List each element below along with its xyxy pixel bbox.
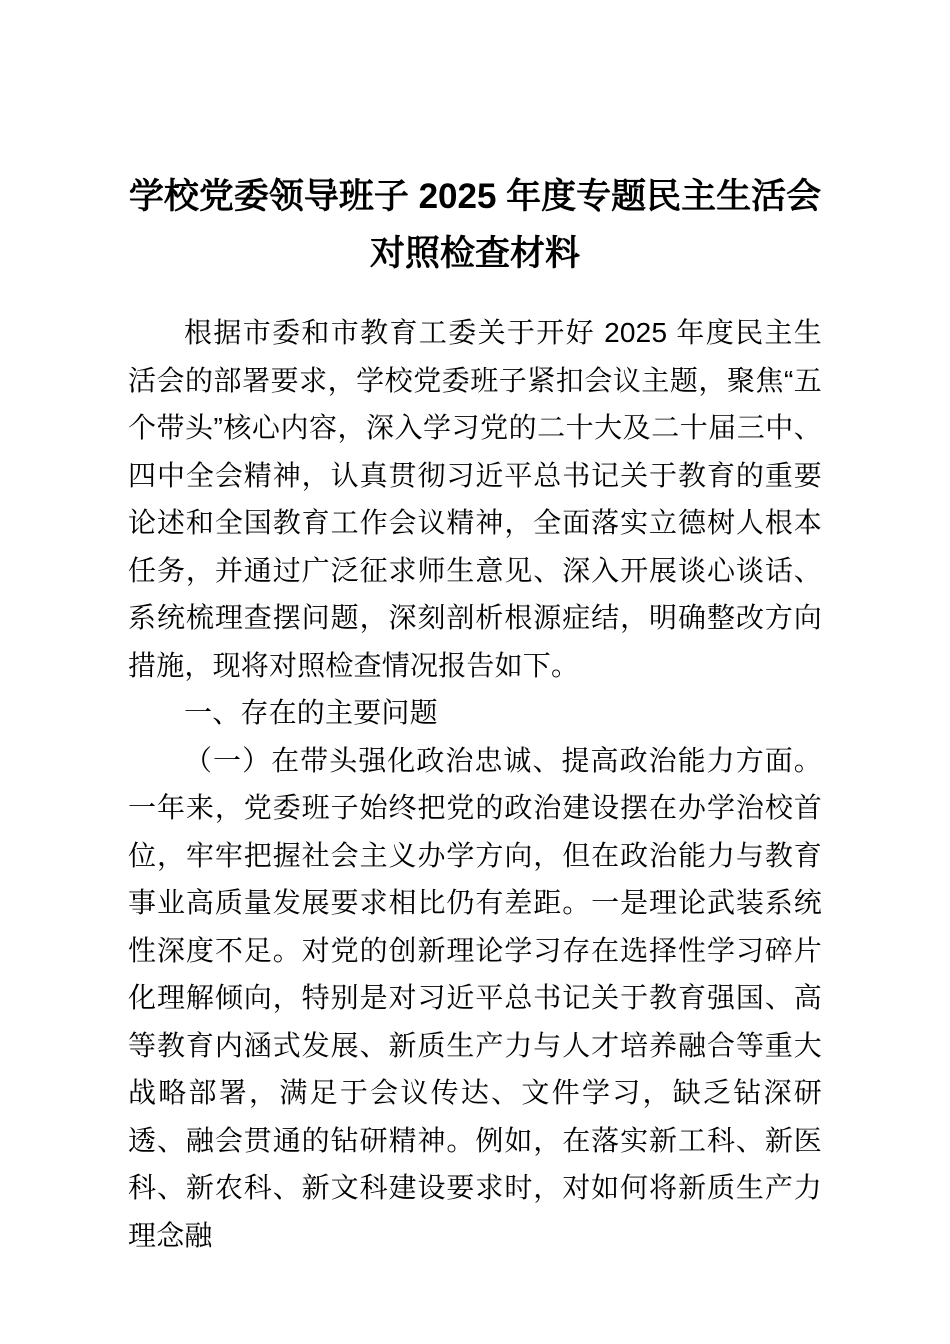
section-heading-main-problems: 一、存在的主要问题	[184, 697, 438, 728]
page-title: 学校党委领导班子 2025 年度专题民主生活会对照检查材料	[128, 177, 822, 273]
paragraph-intro: 根据市委和市教育工委关于开好 2025 年度民主生活会的部署要求，学校党委班子紧扣会议主题，聚焦“五个带头”核心内容，深入学习党的二十大及二十届三中、四中全会精神，认真贯彻习近平总书记关于教育的重要论述和全国教育工作会议精神，全面落实立德树人根本任务，并通过广泛征求师生意见、深入开展谈心谈话、系统梳理查摆问题，深刻剖析根源症结，明确整改方向措施，现将对照检查情况报告如下。	[128, 317, 822, 681]
document-body	[128, 0, 822, 1259]
subsection-political-loyalty: （一）在带头强化政治忠诚、提高政治能力方面。一年来，党委班子始终把党的政治建设摆在办学治校首位，牢牢把握社会主义办学方向，但在政治能力与教育事业高质量发展要求相比仍有差距。一是理论武装系统性深度不足。对党的创新理论学习存在选择性学习碎片化理解倾向，特别是对习近平总书记关于教育强国、高等教育内涵式发展、新质生产力与人才培养融合等重大战略部署，满足于会议传达、文件学习，缺乏钻深研透、融会贯通的钻研精神。例如，在落实新工科、新医科、新农科、新文科建设要求时，对如何将新质生产力理念融	[128, 744, 822, 1251]
